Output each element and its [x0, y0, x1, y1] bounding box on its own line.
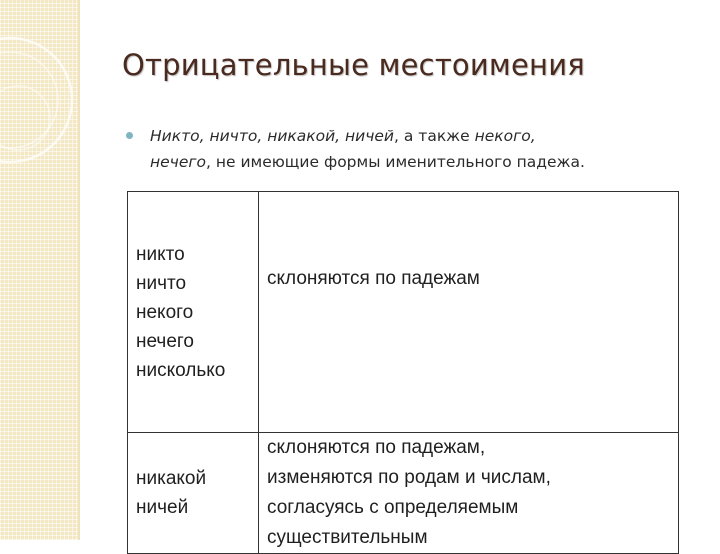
- decorative-circles-icon: [0, 0, 80, 540]
- description-line: существительным: [267, 527, 428, 548]
- bullet-text-italic-2: некого,: [474, 127, 536, 145]
- pronoun-word: никто: [136, 243, 185, 265]
- description-cell: [259, 433, 679, 554]
- bullet-text-italic-3: нечего: [150, 153, 206, 171]
- pronoun-word: ничей: [136, 497, 189, 518]
- bullet-dot-icon: [126, 132, 133, 139]
- description-line: согласуясь с определяемым: [267, 497, 519, 518]
- bullet-point: [128, 123, 688, 175]
- pronoun-word: ничто: [136, 272, 187, 294]
- bullet-text: [150, 123, 688, 175]
- table-row: [128, 192, 679, 433]
- table-row: [128, 433, 679, 554]
- description-line: склоняются по падежам: [267, 268, 480, 289]
- pronoun-word: никакой: [136, 468, 207, 489]
- description-cell: [259, 192, 679, 433]
- pronoun-word: нисколько: [136, 359, 226, 381]
- pronoun-list-cell: [128, 192, 259, 433]
- pronoun-word: нечего: [136, 330, 194, 352]
- slide-title: Отрицательные местоимения: [122, 48, 585, 82]
- pronoun-table: [127, 191, 679, 554]
- description-line: изменяются по родам и числам,: [267, 467, 551, 488]
- pronoun-list-cell: [128, 433, 259, 554]
- bullet-text-plain-1: , а также: [394, 127, 475, 145]
- description-line: склоняются по падежам,: [267, 437, 486, 458]
- pronoun-word: некого: [136, 301, 194, 323]
- bullet-text-plain-2: , не имеющие формы именительного падежа.: [206, 153, 585, 171]
- bullet-text-italic-1: Никто, ничто, никакой, ничей: [150, 127, 395, 145]
